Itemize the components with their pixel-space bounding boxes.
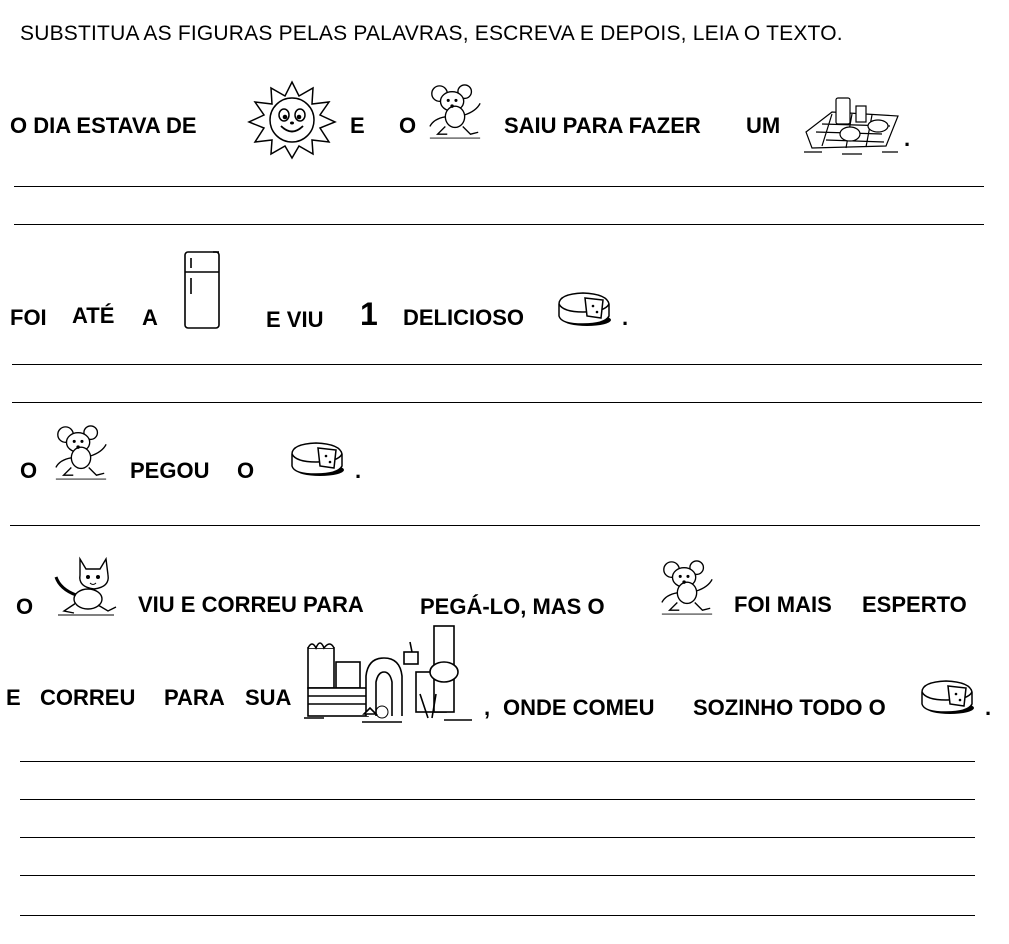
text-foi-mais: FOI MAIS [734, 592, 832, 617]
number-one: 1 [360, 296, 378, 332]
text-e-viu: E VIU [266, 307, 324, 332]
text-foi: FOI [10, 305, 47, 330]
text-um: UM [746, 113, 781, 138]
text-sozinho-todo-o: SOZINHO TODO O [693, 695, 886, 720]
writing-line [20, 837, 975, 838]
text-correu: CORREU [40, 685, 136, 710]
text-o: O [399, 113, 417, 138]
text-e: E [350, 113, 365, 138]
text-o: O [20, 458, 38, 483]
text-sua: SUA [245, 685, 292, 710]
text-para: PARA [164, 685, 225, 710]
cheese-icon [288, 440, 348, 478]
text-o-dia-estava-de: O DIA ESTAVA DE [10, 113, 197, 138]
writing-line [20, 761, 975, 762]
instruction-title: SUBSTITUA AS FIGURAS PELAS PALAVRAS, ESCREVA E DEPOIS, LEIA O TEXTO. [20, 22, 843, 45]
text-e: E [6, 685, 21, 710]
mouse-icon [52, 423, 110, 481]
text-period: . [355, 458, 362, 483]
text-esperto: ESPERTO [862, 592, 967, 617]
text-a: A [142, 305, 158, 330]
text-saiu-para-fazer: SAIU PARA FAZER [504, 113, 701, 138]
mouse-house-icon [304, 622, 476, 724]
text-period: . [622, 305, 629, 330]
cat-icon [50, 555, 120, 617]
text-delicioso: DELICIOSO [403, 305, 525, 330]
text-period: . [904, 126, 911, 151]
mouse-icon [426, 82, 484, 140]
text-period: . [985, 695, 992, 720]
writing-line [12, 402, 982, 403]
text-comma: , [484, 695, 491, 720]
text-pega-lo-mas-o: PEGÁ-LO, MAS O [420, 594, 605, 619]
mouse-icon [658, 558, 716, 616]
writing-line [20, 875, 975, 876]
sun-icon [247, 80, 337, 158]
writing-line [12, 364, 982, 365]
picnic-icon [802, 94, 902, 156]
text-viu-e-correu-para: VIU E CORREU PARA [138, 592, 364, 617]
text-o: O [16, 594, 34, 619]
writing-line [10, 525, 980, 526]
fridge-icon [183, 250, 223, 330]
cheese-icon [918, 678, 978, 716]
writing-line [14, 186, 984, 187]
text-pegou: PEGOU [130, 458, 210, 483]
writing-line [20, 799, 975, 800]
text-ate: ATÉ [72, 303, 115, 328]
text-onde-comeu: ONDE COMEU [503, 695, 655, 720]
writing-line [20, 915, 975, 916]
text-o: O [237, 458, 255, 483]
cheese-icon [555, 290, 615, 328]
writing-line [14, 224, 984, 225]
